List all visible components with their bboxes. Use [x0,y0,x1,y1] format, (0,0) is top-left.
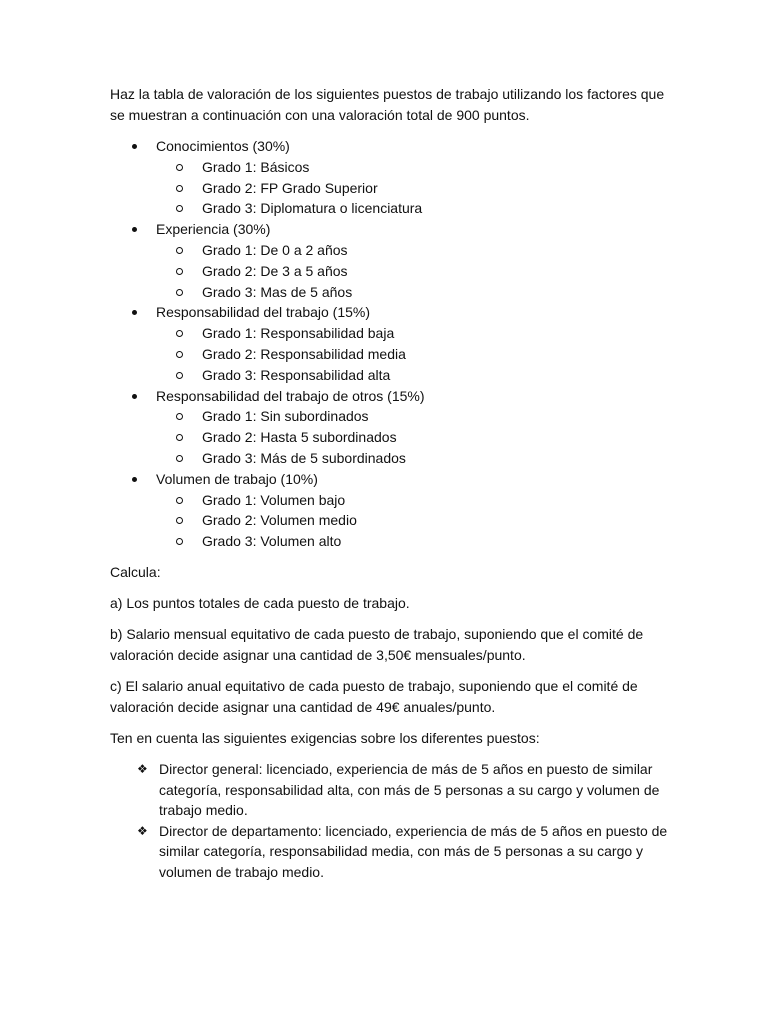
position-description: Director general: licenciado, experiencia de más de 5 años en puesto de similar categoría, responsabilidad alta, con más de 5 personas a su cargo y volumen de trabajo medio. [159,760,660,819]
bullet-circle-icon [176,289,183,296]
grade-list [156,240,670,302]
question-b: b) Salario mensual equitativo de cada puesto de trabajo, suponiendo que el comité de valoración decide asignar una cantidad de 3,50€ mensuales/punto. [110,625,644,663]
grade-item [156,240,670,261]
grade-item [156,282,670,303]
bullet-circle-icon [176,164,183,171]
grade-list [156,406,670,468]
grade-label: Grado 2: FP Grado Superior [202,179,378,196]
diamond-bullet-icon: ❖ [137,761,148,776]
grade-label: Grado 2: De 3 a 5 años [202,262,348,279]
factor-label: Volumen de trabajo (10%) [156,470,318,487]
grade-label: Grado 2: Responsabilidad media [202,345,406,362]
grade-item [156,261,670,282]
question-a: a) Los puntos totales de cada puesto de trabajo. [110,594,410,611]
bullet-circle-icon [176,538,183,545]
intro-paragraph: Haz la tabla de valoración de los siguientes puestos de trabajo utilizando los factores que se muestran a continuación con una valoración total de 900 puntos. [110,86,665,123]
grade-item [156,365,670,386]
factor-label: Experiencia (30%) [156,221,271,238]
factor-item [110,136,670,219]
bullet-circle-icon [176,268,183,275]
factor-label: Conocimientos (30%) [156,138,290,154]
grade-label: Grado 3: Volumen alto [202,533,342,550]
grade-list [156,157,670,219]
grade-item [156,198,670,219]
grade-item [156,406,670,427]
grade-list [156,323,670,385]
grade-label: Grado 1: Básicos [202,158,310,175]
bullet-circle-icon [176,497,183,504]
bullet-circle-icon [176,455,183,462]
grade-item [156,344,670,365]
factor-item [110,302,670,385]
grade-item [156,510,670,531]
grade-label: Grado 1: Sin subordinados [202,408,369,425]
grade-item [156,490,670,511]
position-description: Director de departamento: licenciado, experiencia de más de 5 años en puesto de similar categoría, responsabilidad media, con más de 5 personas a su cargo y volumen de trabajo medio. [159,822,668,880]
grade-label: Grado 1: De 0 a 2 años [202,241,348,258]
bullet-circle-icon [176,205,183,212]
bullet-dot-icon [132,310,137,315]
grade-label: Grado 2: Volumen medio [202,512,357,529]
grade-item [156,427,670,448]
calcula-heading: Calcula: [110,563,161,580]
bullet-circle-icon [176,413,183,420]
grade-label: Grado 3: Más de 5 subordinados [202,449,406,466]
grade-item [156,448,670,469]
factor-label: Responsabilidad del trabajo de otros (15%) [156,387,425,404]
position-item [110,821,670,883]
factor-item [110,386,670,469]
bullet-circle-icon [176,247,183,254]
grade-label: Grado 3: Mas de 5 años [202,283,353,300]
question-c: c) El salario anual equitativo de cada puesto de trabajo, suponiendo que el comité de valoración decide asignar una cantidad de 49€ anuales/punto. [110,677,638,715]
bullet-circle-icon [176,517,183,524]
grade-label: Grado 1: Responsabilidad baja [202,325,395,342]
bullet-circle-icon [176,434,183,441]
bullet-dot-icon [132,227,137,232]
grade-list [156,490,670,552]
position-list [110,759,670,883]
bullet-dot-icon [132,394,137,399]
bullet-circle-icon [176,351,183,358]
grade-item [156,178,670,199]
bullet-dot-icon [132,477,137,482]
requirements-intro: Ten en cuenta las siguientes exigencias sobre los diferentes puestos: [110,729,540,746]
document-page [110,84,670,883]
grade-item [156,323,670,344]
factor-list [110,136,670,552]
position-item [110,759,670,821]
grade-item [156,157,670,178]
grade-label: Grado 3: Diplomatura o licenciatura [202,200,423,217]
diamond-bullet-icon: ❖ [137,823,148,838]
bullet-circle-icon [176,185,183,192]
factor-item [110,469,670,552]
grade-label: Grado 2: Hasta 5 subordinados [202,429,397,446]
grade-label: Grado 1: Volumen bajo [202,491,346,508]
bullet-dot-icon [132,144,137,149]
bullet-circle-icon [176,372,183,379]
bullet-circle-icon [176,330,183,337]
factor-item [110,219,670,302]
factor-label: Responsabilidad del trabajo (15%) [156,304,371,321]
grade-item [156,531,670,552]
grade-label: Grado 3: Responsabilidad alta [202,366,391,383]
